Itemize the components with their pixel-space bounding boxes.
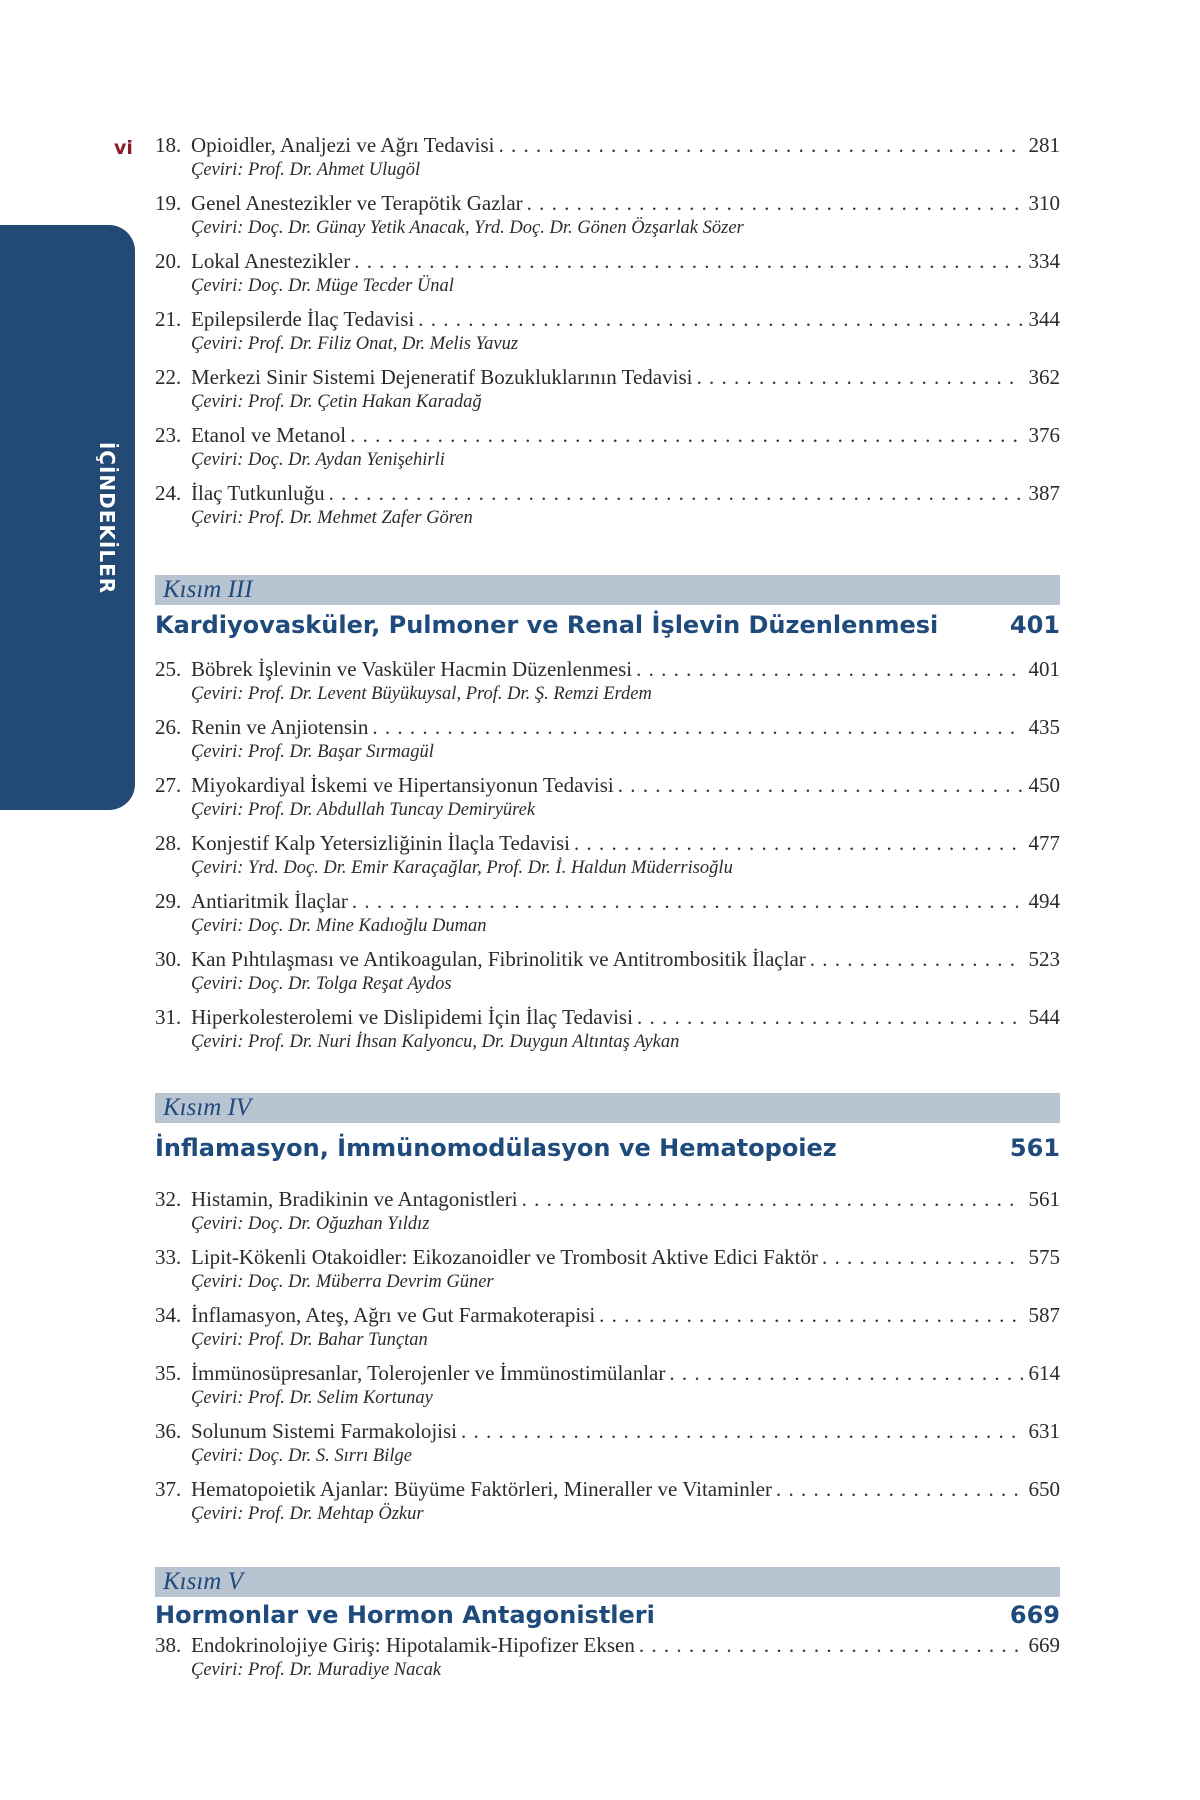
chapter-number: 30. (155, 947, 182, 971)
chapter-page: 614 (1028, 1361, 1060, 1385)
dot-leader (418, 306, 1022, 332)
translator: Çeviri: Prof. Dr. Çetin Hakan Karadağ (191, 392, 482, 412)
dot-leader (637, 1004, 1023, 1030)
part-title: İnflamasyon, İmmünomodülasyon ve Hematopoiez (155, 1134, 837, 1162)
chapter-title: İlaç Tutkunluğu (191, 481, 325, 505)
chapter-page: 650 (1028, 1477, 1060, 1501)
chapter-page: 561 (1028, 1187, 1060, 1211)
translator: Çeviri: Prof. Dr. Ahmet Ulugöl (191, 160, 421, 180)
chapter-number: 26. (155, 715, 182, 739)
toc-entry[interactable] (155, 1360, 1060, 1410)
chapter-title: Opioidler, Analjezi ve Ağrı Tedavisi (191, 133, 495, 157)
chapter-page: 334 (1028, 249, 1060, 273)
part-heading[interactable] (155, 1601, 1060, 1629)
chapter-number: 19. (155, 191, 182, 215)
part-page: 401 (1009, 611, 1060, 639)
toc-entry[interactable] (155, 1186, 1060, 1236)
chapter-number: 31. (155, 1005, 182, 1029)
dot-leader (461, 1418, 1022, 1444)
chapter-page: 435 (1028, 715, 1060, 739)
chapter-number: 36. (155, 1419, 182, 1443)
toc-entry[interactable] (155, 830, 1060, 880)
translator: Çeviri: Prof. Dr. Levent Büyükuysal, Prof. Dr. Ş. Remzi Erdem (191, 684, 652, 704)
translator: Çeviri: Doç. Dr. Mine Kadıoğlu Duman (191, 916, 487, 936)
toc-entry[interactable] (155, 132, 1060, 182)
translator: Çeviri: Prof. Dr. Bahar Tunçtan (191, 1330, 428, 1350)
dot-leader (372, 714, 1022, 740)
part-page: 669 (1009, 1601, 1060, 1629)
dot-leader (822, 1244, 1023, 1270)
chapter-page: 387 (1028, 481, 1060, 505)
toc-entry[interactable] (155, 1244, 1060, 1294)
chapter-number: 35. (155, 1361, 182, 1385)
toc-entry[interactable] (155, 306, 1060, 356)
chapter-number: 23. (155, 423, 182, 447)
dot-leader (522, 1186, 1023, 1212)
chapter-page: 494 (1028, 889, 1060, 913)
dot-leader (639, 1632, 1023, 1658)
chapter-title: Solunum Sistemi Farmakolojisi (191, 1419, 458, 1443)
dot-leader (499, 132, 1023, 158)
translator: Çeviri: Doç. Dr. Aydan Yenişehirli (191, 450, 445, 470)
part-label: Kısım V (163, 1568, 243, 1595)
chapter-page: 281 (1028, 133, 1060, 157)
chapter-title: Genel Anestezikler ve Terapötik Gazlar (191, 191, 523, 215)
chapter-title: İmmünosüpresanlar, Tolerojenler ve İmmünostimülanlar (191, 1361, 666, 1385)
chapter-page: 587 (1028, 1303, 1060, 1327)
part-bar (155, 575, 1060, 605)
chapter-title: Lokal Anestezikler (191, 249, 351, 273)
chapter-page: 669 (1028, 1633, 1060, 1657)
chapter-title: Epilepsilerde İlaç Tedavisi (191, 307, 415, 331)
chapter-number: 29. (155, 889, 182, 913)
dot-leader (527, 190, 1023, 216)
translator: Çeviri: Yrd. Doç. Dr. Emir Karaçağlar, Prof. Dr. İ. Haldun Müderrisoğlu (191, 858, 733, 878)
chapter-page: 310 (1028, 191, 1060, 215)
chapter-title: Böbrek İşlevinin ve Vasküler Hacmin Düzenlenmesi (191, 657, 633, 681)
translator: Çeviri: Prof. Dr. Mehtap Özkur (191, 1504, 424, 1524)
chapter-title: Miyokardiyal İskemi ve Hipertansiyonun Tedavisi (191, 773, 614, 797)
chapter-page: 450 (1028, 773, 1060, 797)
translator: Çeviri: Prof. Dr. Başar Sırmagül (191, 742, 434, 762)
chapter-title: Hematopoietik Ajanlar: Büyüme Faktörleri, Mineraller ve Vitaminler (191, 1477, 772, 1501)
translator: Çeviri: Prof. Dr. Filiz Onat, Dr. Melis Yavuz (191, 334, 519, 354)
dot-leader (636, 656, 1022, 682)
chapter-page: 544 (1028, 1005, 1060, 1029)
chapter-page: 376 (1028, 423, 1060, 447)
part-bar (155, 1567, 1060, 1597)
chapter-page: 362 (1028, 365, 1060, 389)
toc-entry[interactable] (155, 422, 1060, 472)
part-page: 561 (1009, 1134, 1060, 1162)
translator: Çeviri: Doç. Dr. Müge Tecder Ünal (191, 276, 454, 296)
part-bar (155, 1093, 1060, 1123)
translator: Çeviri: Prof. Dr. Muradiye Nacak (191, 1660, 442, 1680)
page-number: vi (114, 137, 133, 159)
chapter-number: 28. (155, 831, 182, 855)
dot-leader (810, 946, 1023, 972)
chapter-number: 20. (155, 249, 182, 273)
toc-entry[interactable] (155, 480, 1060, 530)
toc-entry[interactable] (155, 248, 1060, 298)
dot-leader (352, 888, 1023, 914)
chapter-number: 38. (155, 1633, 182, 1657)
chapter-number: 32. (155, 1187, 182, 1211)
chapter-title: Histamin, Bradikinin ve Antagonistleri (191, 1187, 518, 1211)
toc-entry[interactable] (155, 1476, 1060, 1526)
chapter-page: 401 (1028, 657, 1060, 681)
toc-entry[interactable] (155, 772, 1060, 822)
chapter-number: 25. (155, 657, 182, 681)
toc-entry[interactable] (155, 656, 1060, 706)
chapter-number: 27. (155, 773, 182, 797)
chapter-page: 477 (1028, 831, 1060, 855)
part-label: Kısım IV (163, 1094, 252, 1121)
chapter-number: 34. (155, 1303, 182, 1327)
dot-leader (350, 422, 1022, 448)
chapter-page: 631 (1028, 1419, 1060, 1443)
dot-leader (354, 248, 1022, 274)
dot-leader (696, 364, 1022, 390)
part-heading[interactable] (155, 1134, 1060, 1162)
chapter-number: 22. (155, 365, 182, 389)
chapter-title: Endokrinolojiye Giriş: Hipotalamik-Hipofizer Eksen (191, 1633, 635, 1657)
chapter-number: 21. (155, 307, 182, 331)
toc-entry[interactable] (155, 190, 1060, 240)
toc-entry[interactable] (155, 946, 1060, 996)
toc-entry[interactable] (155, 714, 1060, 764)
translator: Çeviri: Doç. Dr. S. Sırrı Bilge (191, 1446, 412, 1466)
chapter-title: Kan Pıhtılaşması ve Antikoagulan, Fibrinolitik ve Antitrombositik İlaçlar (191, 947, 806, 971)
part-title: Kardiyovasküler, Pulmoner ve Renal İşlevin Düzenlenmesi (155, 611, 939, 639)
toc-entry[interactable] (155, 364, 1060, 414)
chapter-number: 37. (155, 1477, 182, 1501)
dot-leader (669, 1360, 1022, 1386)
dot-leader (329, 480, 1023, 506)
chapter-number: 24. (155, 481, 182, 505)
chapter-title: Etanol ve Metanol (191, 423, 347, 447)
translator: Çeviri: Prof. Dr. Abdullah Tuncay Demiryürek (191, 800, 536, 820)
dot-leader (574, 830, 1023, 856)
chapter-title: Renin ve Anjiotensin (191, 715, 369, 739)
dot-leader (599, 1302, 1022, 1328)
chapter-title: Lipit-Kökenli Otakoidler: Eikozanoidler ve Trombosit Aktive Edici Faktör (191, 1245, 818, 1269)
part-heading[interactable] (155, 611, 1060, 639)
dot-leader (776, 1476, 1023, 1502)
translator: Çeviri: Prof. Dr. Nuri İhsan Kalyoncu, Dr. Duygun Altıntaş Aykan (191, 1032, 680, 1052)
chapter-title: İnflamasyon, Ateş, Ağrı ve Gut Farmakoterapisi (191, 1303, 596, 1327)
translator: Çeviri: Doç. Dr. Müberra Devrim Güner (191, 1272, 494, 1292)
chapter-title: Antiaritmik İlaçlar (191, 889, 348, 913)
chapter-number: 18. (155, 133, 182, 157)
translator: Çeviri: Prof. Dr. Selim Kortunay (191, 1388, 433, 1408)
toc-entry[interactable] (155, 1004, 1060, 1054)
translator: Çeviri: Doç. Dr. Oğuzhan Yıldız (191, 1214, 430, 1234)
chapter-title: Merkezi Sinir Sistemi Dejeneratif Bozukluklarının Tedavisi (191, 365, 693, 389)
dot-leader (618, 772, 1023, 798)
chapter-page: 523 (1028, 947, 1060, 971)
toc-entry[interactable] (155, 1632, 1060, 1682)
toc-entry[interactable] (155, 1302, 1060, 1352)
side-tab-label: İÇİNDEKİLER (95, 441, 119, 595)
translator: Çeviri: Prof. Dr. Mehmet Zafer Gören (191, 508, 473, 528)
toc-entry[interactable] (155, 1418, 1060, 1468)
translator: Çeviri: Doç. Dr. Günay Yetik Anacak, Yrd. Doç. Dr. Gönen Özşarlak Sözer (191, 218, 744, 238)
chapter-number: 33. (155, 1245, 182, 1269)
chapter-page: 575 (1028, 1245, 1060, 1269)
translator: Çeviri: Doç. Dr. Tolga Reşat Aydos (191, 974, 452, 994)
part-label: Kısım III (163, 576, 253, 603)
toc-entry[interactable] (155, 888, 1060, 938)
chapter-page: 344 (1028, 307, 1060, 331)
chapter-title: Konjestif Kalp Yetersizliğinin İlaçla Tedavisi (191, 831, 570, 855)
part-title: Hormonlar ve Hormon Antagonistleri (155, 1601, 655, 1629)
chapter-title: Hiperkolesterolemi ve Dislipidemi İçin İlaç Tedavisi (191, 1005, 633, 1029)
